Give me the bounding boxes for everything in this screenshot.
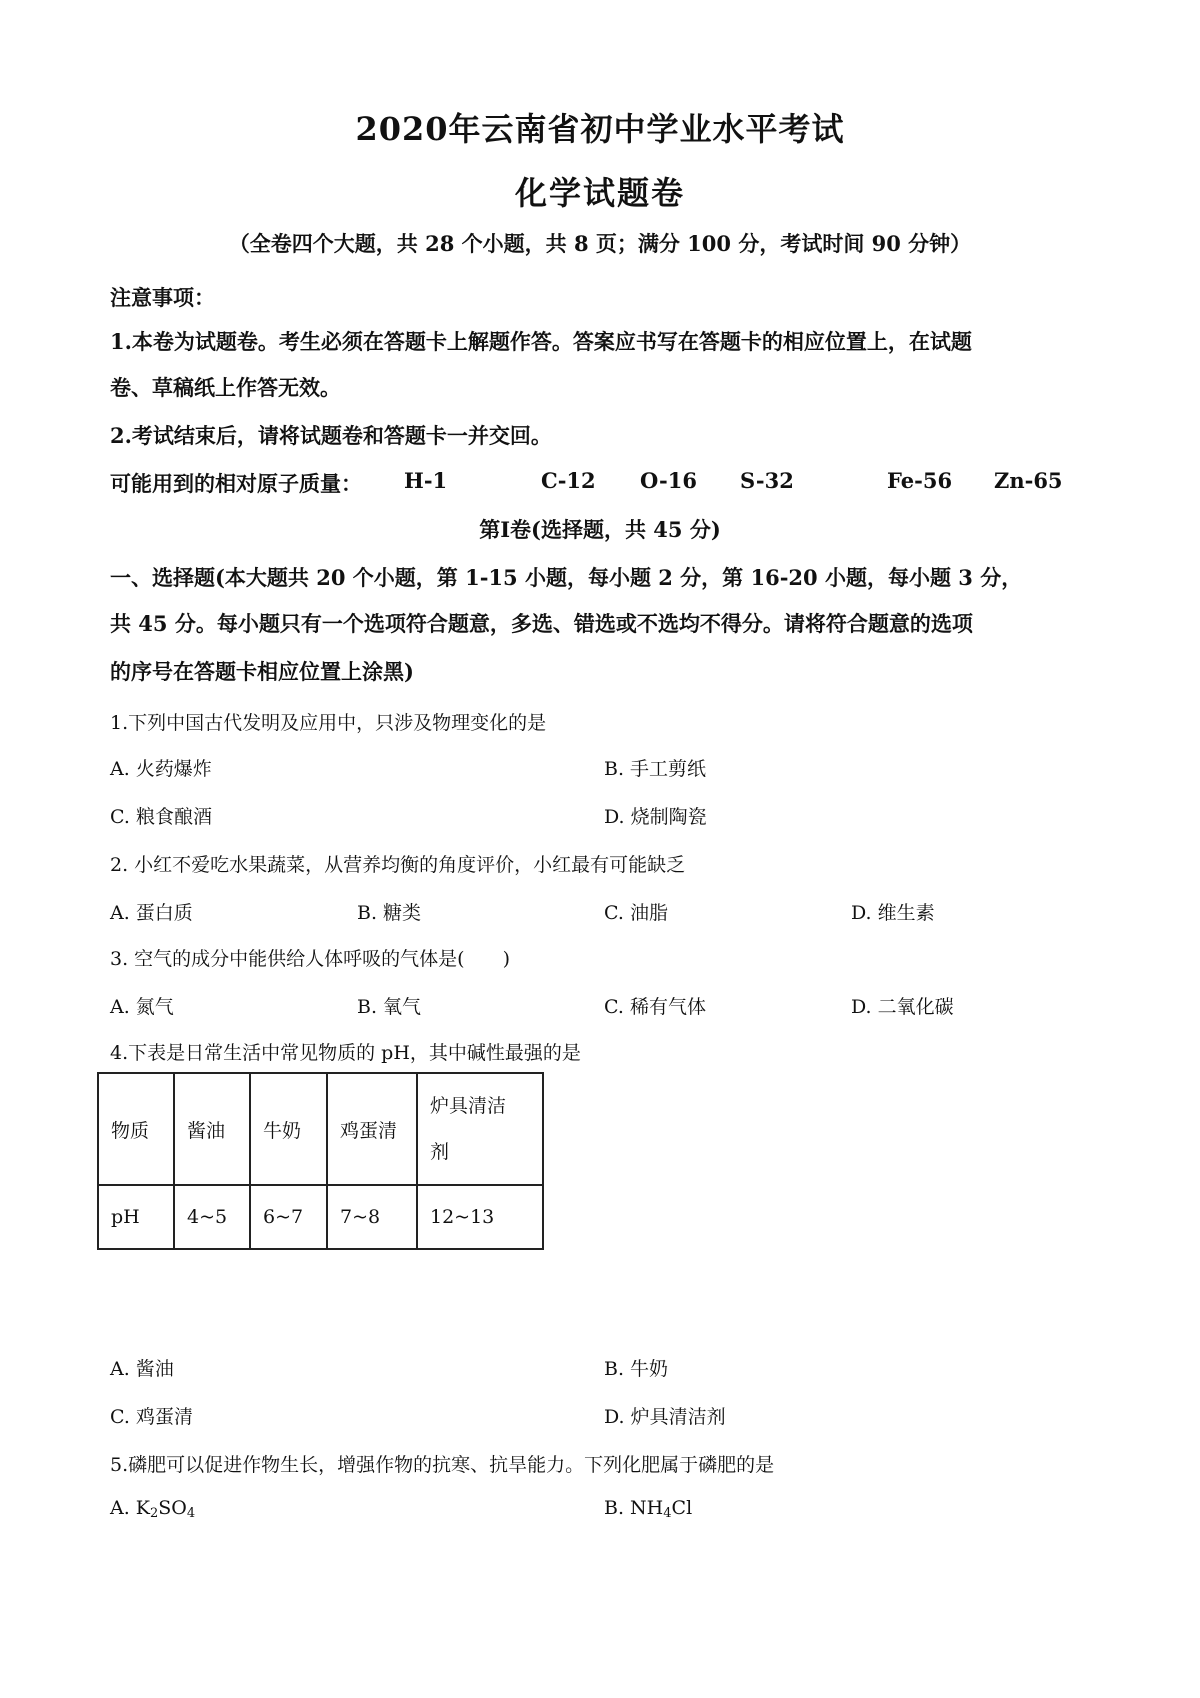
atomic-mass-item: C-12 (541, 468, 596, 493)
question-5-stem: 5.磷肥可以促进作物生长，增强作物的抗寒、抗旱能力。下列化肥属于磷肥的是 (110, 1454, 775, 1476)
question-2-stem: 2. 小红不爱吃水果蔬菜，从营养均衡的角度评价，小红最有可能缺乏 (110, 854, 686, 876)
ph-table-header-cell: 酱油 (174, 1073, 250, 1185)
ph-table-header-cell: 物质 (98, 1073, 174, 1185)
exam-info: （全卷四个大题，共 28 个小题，共 8 页；满分 100 分，考试时间 90 分钟） (228, 231, 972, 256)
notes-heading: 注意事项： (110, 285, 215, 310)
question-3-option-c: C. 稀有气体 (604, 996, 706, 1018)
ph-table-cell: 12~13 (417, 1185, 543, 1249)
question-1-option-b: B. 手工剪纸 (604, 758, 707, 780)
ph-table-cell: pH (98, 1185, 174, 1249)
question-4-option-b: B. 牛奶 (604, 1358, 669, 1380)
question-1-option-a: A. 火药爆炸 (110, 758, 212, 780)
atomic-mass-item: H-1 (404, 468, 448, 493)
ph-table-header-row (98, 1073, 543, 1185)
exam-title: 2020年云南省初中学业水平考试 (355, 110, 845, 148)
option-b-formula: Cl (671, 1497, 693, 1519)
question-2-option-b: B. 糖类 (357, 902, 422, 924)
subscript: 4 (186, 1506, 196, 1521)
question-3-option-d: D. 二氧化碳 (851, 996, 954, 1018)
section-instructions-line-3: 的序号在答题卡相应位置上涂黑) (110, 659, 414, 684)
ph-table-cell: 7~8 (327, 1185, 417, 1249)
question-2-option-c: C. 油脂 (604, 902, 668, 924)
atomic-mass-item: O-16 (640, 468, 698, 493)
atomic-mass-label: 可能用到的相对原子质量： (110, 471, 362, 496)
option-a-prefix: A. K (110, 1497, 150, 1519)
ph-table-row (98, 1185, 543, 1249)
ph-table-header-cell: 鸡蛋清 (327, 1073, 417, 1185)
exam-subject: 化学试题卷 (514, 174, 685, 212)
question-5-option-a (110, 1497, 195, 1521)
question-3-option-a: A. 氮气 (110, 996, 174, 1018)
subscript: 4 (663, 1506, 672, 1521)
ph-table-cell: 6~7 (250, 1185, 327, 1249)
question-2-option-a: A. 蛋白质 (110, 902, 193, 924)
section-instructions-line-1: 一、选择题(本大题共 20 个小题，第 1-15 小题，每小题 2 分，第 16-20 小题，每小题 3 分， (110, 565, 1023, 590)
question-4-option-a: A. 酱油 (110, 1358, 174, 1380)
ph-table-header-cell: 牛奶 (250, 1073, 327, 1185)
part-title: 第Ⅰ卷(选择题，共 45 分) (479, 517, 721, 542)
notes-item-1-line-2: 卷、草稿纸上作答无效。 (110, 375, 341, 400)
question-1-stem: 1.下列中国古代发明及应用中，只涉及物理变化的是 (110, 712, 547, 734)
question-5-option-b (604, 1497, 692, 1521)
ph-table-header-cell-line-1: 炉具清洁 (430, 1095, 507, 1117)
ph-table-header-cell-line-2: 剂 (430, 1141, 450, 1163)
atomic-mass-item: S-32 (740, 468, 794, 493)
section-instructions-line-2: 共 45 分。每小题只有一个选项符合题意，多选、错选或不选均不得分。请将符合题意的选项 (110, 611, 973, 636)
question-4-option-d: D. 炉具清洁剂 (604, 1406, 726, 1428)
question-3-stem: 3. 空气的成分中能供给人体呼吸的气体是( ) (110, 948, 510, 970)
ph-table (97, 1072, 544, 1250)
notes-item-2: 2.考试结束后，请将试题卷和答题卡一并交回。 (110, 423, 552, 448)
option-b-prefix: B. NH (604, 1497, 664, 1519)
question-2-option-d: D. 维生素 (851, 902, 935, 924)
ph-table-cell: 4~5 (174, 1185, 250, 1249)
subscript: 2 (150, 1506, 159, 1521)
notes-item-1-line-1: 1.本卷为试题卷。考生必须在答题卡上解题作答。答案应书写在答题卡的相应位置上，在试题 (110, 329, 972, 354)
ph-table-header-cell (417, 1073, 543, 1185)
question-1-option-c: C. 粮食酿酒 (110, 806, 212, 828)
atomic-mass-item: Zn-65 (994, 468, 1063, 493)
question-1-option-d: D. 烧制陶瓷 (604, 806, 707, 828)
question-3-option-b: B. 氧气 (357, 996, 422, 1018)
atomic-mass-item: Fe-56 (887, 468, 953, 493)
option-a-formula: SO (158, 1497, 187, 1519)
question-4-stem: 4.下表是日常生活中常见物质的 pH，其中碱性最强的是 (110, 1042, 581, 1064)
question-4-option-c: C. 鸡蛋清 (110, 1406, 193, 1428)
atomic-mass-line (0, 468, 1200, 498)
